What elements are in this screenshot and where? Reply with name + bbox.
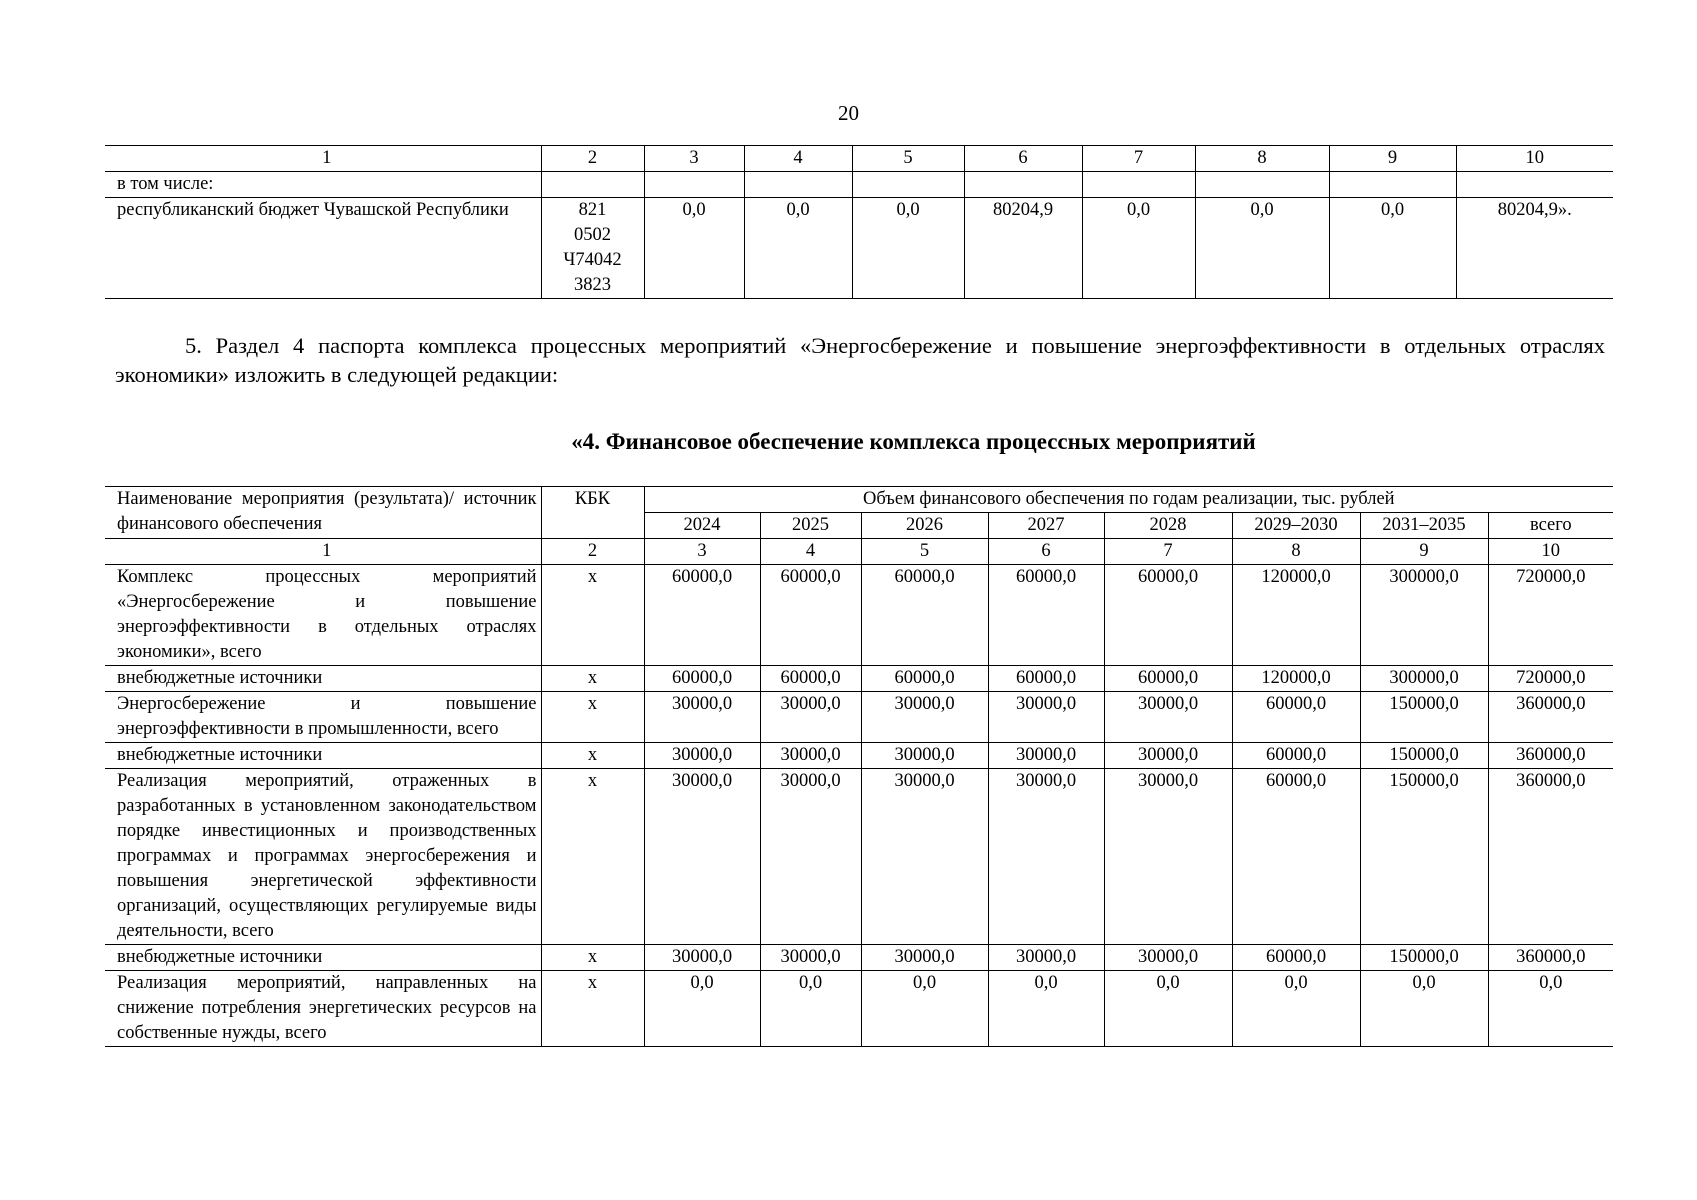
value-cell: 30000,0 [644, 692, 760, 743]
header-year: 2027 [988, 513, 1104, 539]
header-year: 2025 [760, 513, 861, 539]
value-cell: 0,0 [1329, 198, 1456, 299]
kbk-cell: x [541, 971, 644, 1047]
row-name: Комплекс процессных мероприятий «Энергосбережение и повышение энергоэффективности в отдельных отраслях экономики», всего [105, 565, 541, 666]
header-volume: Объем финансового обеспечения по годам реализации, тыс. рублей [644, 487, 1613, 513]
table-row [105, 172, 1613, 198]
value-cell: 30000,0 [644, 743, 760, 769]
value-cell: 0,0 [1488, 971, 1613, 1047]
kbk-cell: x [541, 666, 644, 692]
value-cell: 0,0 [1360, 971, 1488, 1047]
table-header-row [105, 487, 1613, 513]
value-cell: 150000,0 [1360, 692, 1488, 743]
value-cell: 0,0 [644, 198, 744, 299]
column-number: 5 [861, 539, 988, 565]
value-cell: 0,0 [744, 198, 852, 299]
value-cell: 60000,0 [644, 565, 760, 666]
value-cell: 60000,0 [988, 666, 1104, 692]
row-name: республиканский бюджет Чувашской Республики [105, 198, 541, 299]
row-name: внебюджетные источники [105, 945, 541, 971]
value-cell: 30000,0 [1104, 743, 1232, 769]
value-cell: 60000,0 [861, 666, 988, 692]
column-number: 2 [541, 539, 644, 565]
value-cell: 30000,0 [988, 743, 1104, 769]
value-cell: 30000,0 [1104, 692, 1232, 743]
value-cell: 300000,0 [1360, 666, 1488, 692]
value-cell: 60000,0 [1232, 945, 1360, 971]
value-cell: 30000,0 [760, 945, 861, 971]
column-number: 8 [1195, 146, 1329, 172]
column-number: 3 [644, 146, 744, 172]
kbk-cell: x [541, 743, 644, 769]
row-name: внебюджетные источники [105, 666, 541, 692]
value-cell: 30000,0 [644, 945, 760, 971]
subheader-cell: в том числе: [105, 172, 541, 198]
value-cell: 720000,0 [1488, 565, 1613, 666]
value-cell: 360000,0 [1488, 743, 1613, 769]
table-row [105, 666, 1613, 692]
page-number: 20 [838, 101, 859, 125]
value-cell: 30000,0 [1104, 769, 1232, 945]
row-name: внебюджетные источники [105, 743, 541, 769]
value-cell: 30000,0 [861, 769, 988, 945]
column-number: 3 [644, 539, 760, 565]
table-row [105, 692, 1613, 743]
column-number: 1 [105, 146, 541, 172]
value-cell: 30000,0 [760, 743, 861, 769]
value-cell: 0,0 [760, 971, 861, 1047]
kbk-cell: x [541, 769, 644, 945]
value-cell: 30000,0 [861, 945, 988, 971]
column-number: 1 [105, 539, 541, 565]
column-number: 6 [964, 146, 1082, 172]
value-cell: 30000,0 [644, 769, 760, 945]
column-number: 5 [852, 146, 964, 172]
table-header-row [105, 146, 1613, 172]
value-cell: 0,0 [1232, 971, 1360, 1047]
value-cell: 30000,0 [760, 692, 861, 743]
value-cell: 60000,0 [1232, 769, 1360, 945]
value-cell: 360000,0 [1488, 692, 1613, 743]
column-number: 9 [1360, 539, 1488, 565]
value-cell: 80204,9». [1456, 198, 1613, 299]
value-cell: 0,0 [988, 971, 1104, 1047]
continued-table [105, 145, 1613, 299]
value-cell: 720000,0 [1488, 666, 1613, 692]
value-cell: 60000,0 [760, 565, 861, 666]
value-cell: 60000,0 [1232, 743, 1360, 769]
table-row [105, 945, 1613, 971]
table-row [105, 743, 1613, 769]
financing-table [105, 486, 1613, 1047]
column-number: 7 [1104, 539, 1232, 565]
value-cell: 0,0 [1104, 971, 1232, 1047]
table-row [105, 769, 1613, 945]
value-cell: 0,0 [1195, 198, 1329, 299]
value-cell: 30000,0 [760, 769, 861, 945]
value-cell: 0,0 [644, 971, 760, 1047]
column-number: 6 [988, 539, 1104, 565]
header-kbk: КБК [541, 487, 644, 539]
column-number: 10 [1456, 146, 1613, 172]
column-number: 7 [1082, 146, 1195, 172]
column-number: 10 [1488, 539, 1613, 565]
table-row [105, 971, 1613, 1047]
column-number: 2 [541, 146, 644, 172]
value-cell: 0,0 [852, 198, 964, 299]
header-year: 2024 [644, 513, 760, 539]
kbk-cell: 821 0502 Ч74042 3823 [541, 198, 644, 299]
header-year: 2026 [861, 513, 988, 539]
kbk-cell: x [541, 565, 644, 666]
value-cell: 60000,0 [1104, 565, 1232, 666]
value-cell: 120000,0 [1232, 565, 1360, 666]
column-number: 9 [1329, 146, 1456, 172]
value-cell: 60000,0 [644, 666, 760, 692]
header-year: всего [1488, 513, 1613, 539]
value-cell: 60000,0 [1104, 666, 1232, 692]
value-cell: 0,0 [1082, 198, 1195, 299]
value-cell: 30000,0 [988, 692, 1104, 743]
value-cell: 30000,0 [861, 743, 988, 769]
row-name: Энергосбережение и повышение энергоэффективности в промышленности, всего [105, 692, 541, 743]
column-number: 4 [760, 539, 861, 565]
kbk-cell: x [541, 692, 644, 743]
kbk-cell: x [541, 945, 644, 971]
value-cell: 60000,0 [1232, 692, 1360, 743]
value-cell: 30000,0 [988, 769, 1104, 945]
section-title: «4. Финансовое обеспечение комплекса процессных мероприятий [571, 429, 1256, 454]
header-name: Наименование мероприятия (результата)/ источник финансового обеспечения [105, 487, 541, 539]
header-year: 2029–2030 [1232, 513, 1360, 539]
header-year: 2031–2035 [1360, 513, 1488, 539]
value-cell: 360000,0 [1488, 945, 1613, 971]
value-cell: 150000,0 [1360, 743, 1488, 769]
table-row [105, 198, 1613, 299]
column-number: 8 [1232, 539, 1360, 565]
value-cell: 120000,0 [1232, 666, 1360, 692]
instruction-paragraph [115, 331, 1605, 389]
value-cell: 360000,0 [1488, 769, 1613, 945]
value-cell: 150000,0 [1360, 945, 1488, 971]
column-number-row [105, 539, 1613, 565]
header-year: 2028 [1104, 513, 1232, 539]
table-row [105, 565, 1613, 666]
value-cell: 0,0 [861, 971, 988, 1047]
value-cell: 150000,0 [1360, 769, 1488, 945]
value-cell: 30000,0 [988, 945, 1104, 971]
value-cell: 60000,0 [861, 565, 988, 666]
value-cell: 60000,0 [988, 565, 1104, 666]
column-number: 4 [744, 146, 852, 172]
row-name: Реализация мероприятий, направленных на снижение потребления энергетических ресурсов на собственные нужды, всего [105, 971, 541, 1047]
paragraph-text: 5. Раздел 4 паспорта комплекса процессных мероприятий «Энергосбережение и повышение энергоэффективности в отдельных отраслях экономики» изложить в следующей редакции: [115, 333, 1605, 387]
row-name: Реализация мероприятий, отраженных в разработанных в установленном законодательством порядке инвестиционных и производственных программах и программах энергосбережения и повышения энергетической эффективности организаций, осуществляющих регулируемые виды деятельности, всего [105, 769, 541, 945]
value-cell: 80204,9 [964, 198, 1082, 299]
value-cell: 30000,0 [861, 692, 988, 743]
value-cell: 30000,0 [1104, 945, 1232, 971]
value-cell: 300000,0 [1360, 565, 1488, 666]
value-cell: 60000,0 [760, 666, 861, 692]
